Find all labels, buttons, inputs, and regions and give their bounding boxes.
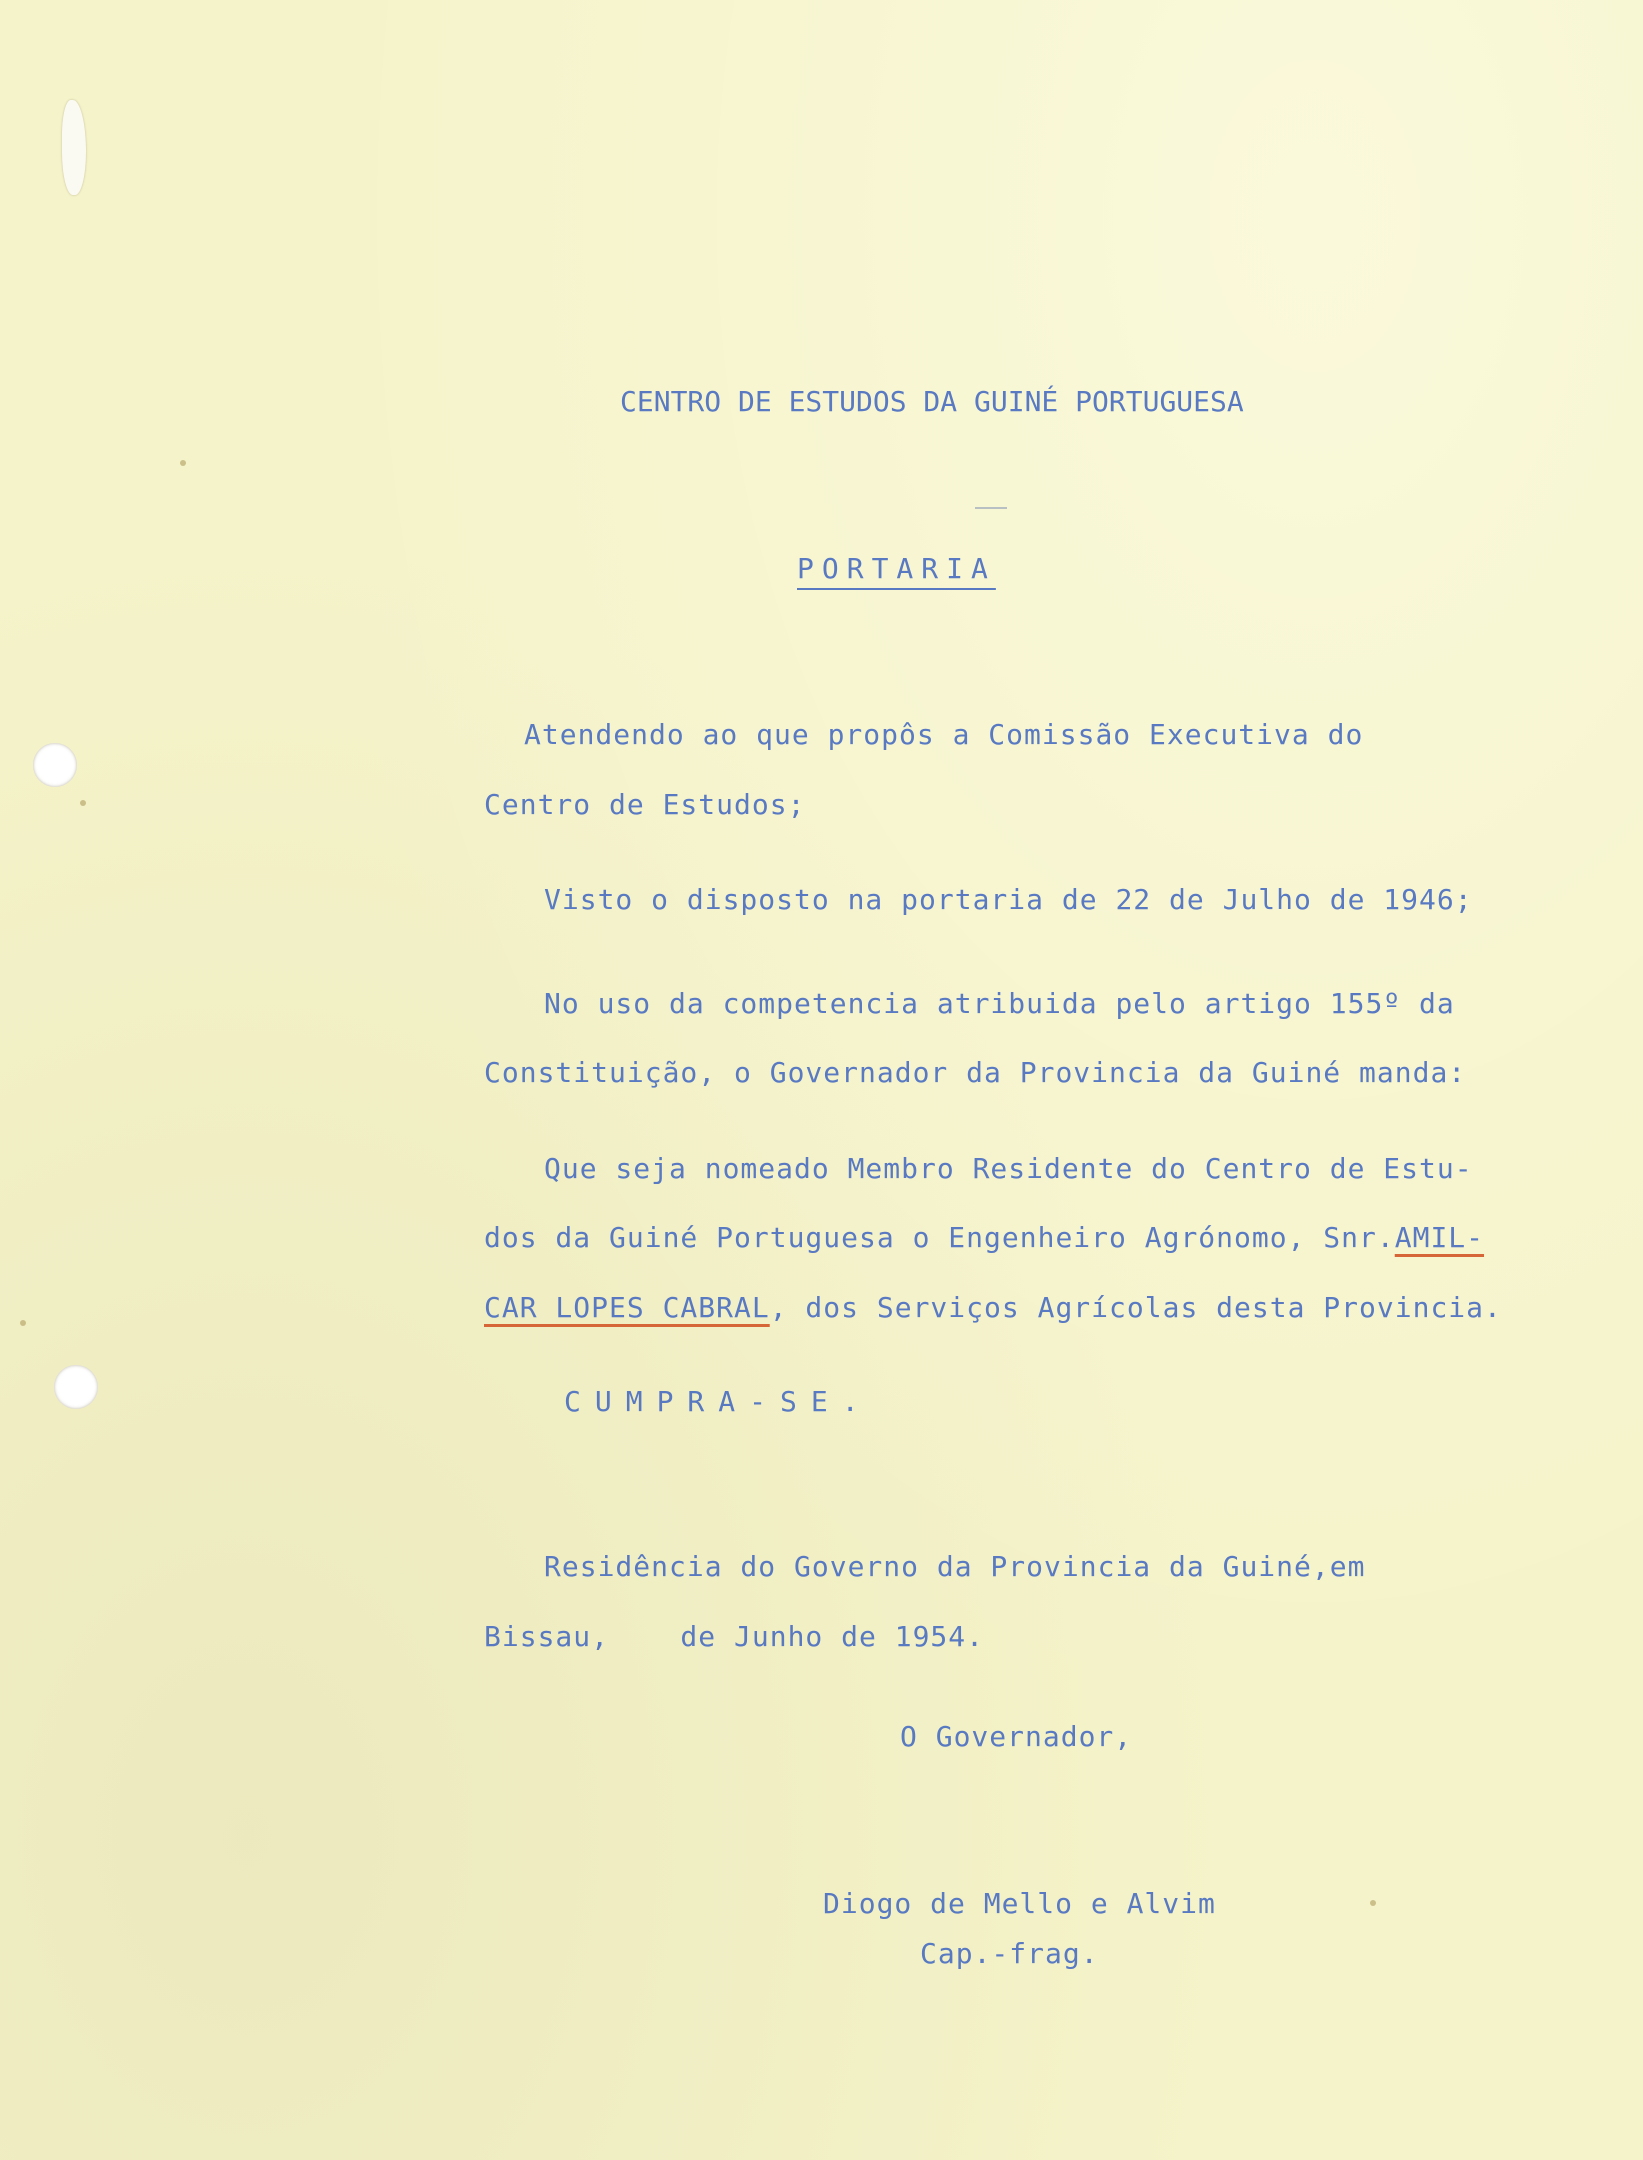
paragraph-1-line-2: Centro de Estudos; <box>484 788 806 821</box>
paragraph-2: Visto o disposto na portaria de 22 de Julho de 1946; <box>544 883 1473 916</box>
paper-speck <box>20 1320 26 1326</box>
punch-hole-bottom <box>54 1365 98 1409</box>
document-header: CENTRO DE ESTUDOS DA GUINÉ PORTUGUESA <box>620 385 1244 418</box>
closing: O Governador, <box>900 1720 1133 1753</box>
paper-speck <box>180 460 186 466</box>
residence-line-1: Residência do Governo da Provincia da Guiné,em <box>544 1550 1366 1583</box>
paragraph-3-line-1: No uso da competencia atribuida pelo artigo 155º da <box>544 987 1455 1020</box>
signature-name: Diogo de Mello e Alvim <box>823 1887 1216 1920</box>
paragraph-3-line-2: Constituição, o Governador da Provincia da Guiné manda: <box>484 1056 1467 1089</box>
paper-speck <box>80 800 86 806</box>
punch-hole-top <box>33 743 77 787</box>
paragraph-4-line-3 <box>484 1291 1502 1324</box>
appointee-name-part-2: CAR LOPES CABRAL <box>484 1291 770 1324</box>
paragraph-4-line-3-text: , dos Serviços Agrícolas desta Provincia. <box>769 1291 1502 1324</box>
paper-tear <box>62 100 86 195</box>
residence-line-2: Bissau, de Junho de 1954. <box>484 1620 985 1653</box>
cumpra-se: CUMPRA-SE. <box>564 1385 873 1418</box>
document-title: PORTARIA <box>797 552 996 585</box>
paragraph-4-line-2-text: dos da Guiné Portuguesa o Engenheiro Agrónomo, Snr. <box>484 1221 1395 1254</box>
paragraph-1-line-1: Atendendo ao que propôs a Comissão Executiva do <box>524 718 1364 751</box>
appointee-name-part-1: AMIL- <box>1394 1221 1485 1254</box>
paper-speck <box>1370 1900 1376 1906</box>
signature-rank: Cap.-frag. <box>920 1937 1099 1970</box>
paragraph-4-line-1: Que seja nomeado Membro Residente do Centro de Estu- <box>544 1152 1473 1185</box>
paper-mark <box>975 507 1007 509</box>
paragraph-4-line-2 <box>484 1221 1484 1254</box>
